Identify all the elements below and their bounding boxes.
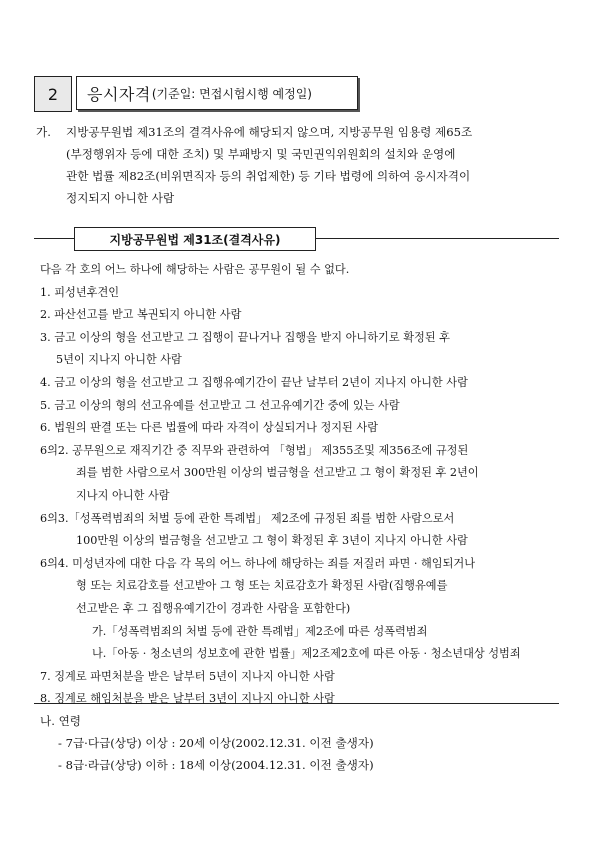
law-item: 1. 피성년후견인 [40,285,120,299]
paragraph-line: 지방공무원법 제31조의 결격사유에 해당되지 않으며, 지방공무원 임용령 제65조 [66,125,473,139]
paragraph-line: 관한 법률 제82조(비위면직자 등의 취업제한) 등 기타 법령에 의하여 응시자격이 [66,169,471,183]
section-title-box [76,76,358,110]
age-item: - 7급·다급(상당) 이상 : 20세 이상(2002.12.31. 이전 출생자) [58,736,374,750]
law-item: 3. 금고 이상의 형을 선고받고 그 집행이 끝나거나 집행을 받지 아니하기로 확정된 후 [40,330,450,344]
paragraph-line: (부정행위자 등에 대한 조치) 및 부패방지 및 국민권익위원회의 설치와 운영에 [66,147,456,161]
law-item: 6. 법원의 판결 또는 다른 법률에 따라 자격이 상실되거나 정지된 사람 [40,421,379,435]
section-number-box: 2 [34,76,72,112]
disqualification-law-box [34,232,559,706]
law-item-continuation: 지나지 아니한 사람 [76,488,170,502]
law-item: 6의4. 미성년자에 대한 다음 각 목의 어느 하나에 해당하는 죄를 저질러 파면 · 해임되거나 [40,556,476,570]
law-item: 6의2. 공무원으로 재직기간 중 직무와 관련하여 「형법」 제355조및 제356조에 규정된 [40,443,469,457]
law-item-continuation: 형 또는 치료감호를 선고받아 그 형 또는 치료감호가 확정된 사람(집행유예를 [76,579,448,593]
section-title: 응시자격 [87,84,151,104]
eligibility-paragraph [36,121,566,209]
law-intro: 다음 각 호의 어느 하나에 해당하는 사람은 공무원이 될 수 없다. [40,263,350,276]
age-heading: 나. 연령 [40,714,81,728]
law-item: 4. 금고 이상의 형을 선고받고 그 집행유예기간이 끝난 날부터 2년이 지나지 아니한 사람 [40,375,468,389]
law-box-title: 지방공무원법 제31조(결격사유) [74,227,316,251]
law-box-body [40,259,555,711]
paragraph-line: 정지되지 아니한 사람 [66,191,175,205]
law-subitem: 나.「아동 · 청소년의 성보호에 관한 법률」제2조제2호에 따른 아동 · 청소년대상 성범죄 [92,647,521,661]
age-paragraph [40,710,560,776]
section-subtitle: (기준일: 면접시험시행 예정일) [151,86,312,101]
law-item-continuation: 죄를 범한 사람으로서 300만원 이상의 벌금형을 선고받고 그 형이 확정된 후 2년이 [76,466,479,480]
law-item: 8. 징계로 해임처분을 받은 날부터 3년이 지나지 아니한 사람 [40,692,335,706]
law-subitem: 가.「성폭력범죄의 처벌 등에 관한 특례법」제2조에 따른 성폭력범죄 [92,624,428,638]
law-item-continuation: 100만원 이상의 벌금형을 선고받고 그 형이 확정된 후 3년이 지나지 아니한 사람 [76,534,468,548]
law-item: 6의3.「성폭력범죄의 처벌 등에 관한 특례법」 제2조에 규정된 죄를 범한 사람으로서 [40,511,455,525]
law-item: 7. 징계로 파면처분을 받은 날부터 5년이 지나지 아니한 사람 [40,669,335,683]
section-header [34,76,360,112]
law-item: 2. 파산선고를 받고 복권되지 아니한 사람 [40,308,242,322]
age-item: - 8급·라급(상당) 이하 : 18세 이상(2004.12.31. 이전 출생자) [58,758,374,772]
law-item-continuation: 선고받은 후 그 집행유예기간이 경과한 사람을 포함한다) [76,601,351,615]
law-item-continuation: 5년이 지나지 아니한 사람 [56,353,182,367]
paragraph-marker: 가. [36,125,51,139]
law-item: 5. 금고 이상의 형의 선고유예를 선고받고 그 선고유예기간 중에 있는 사람 [40,398,400,412]
